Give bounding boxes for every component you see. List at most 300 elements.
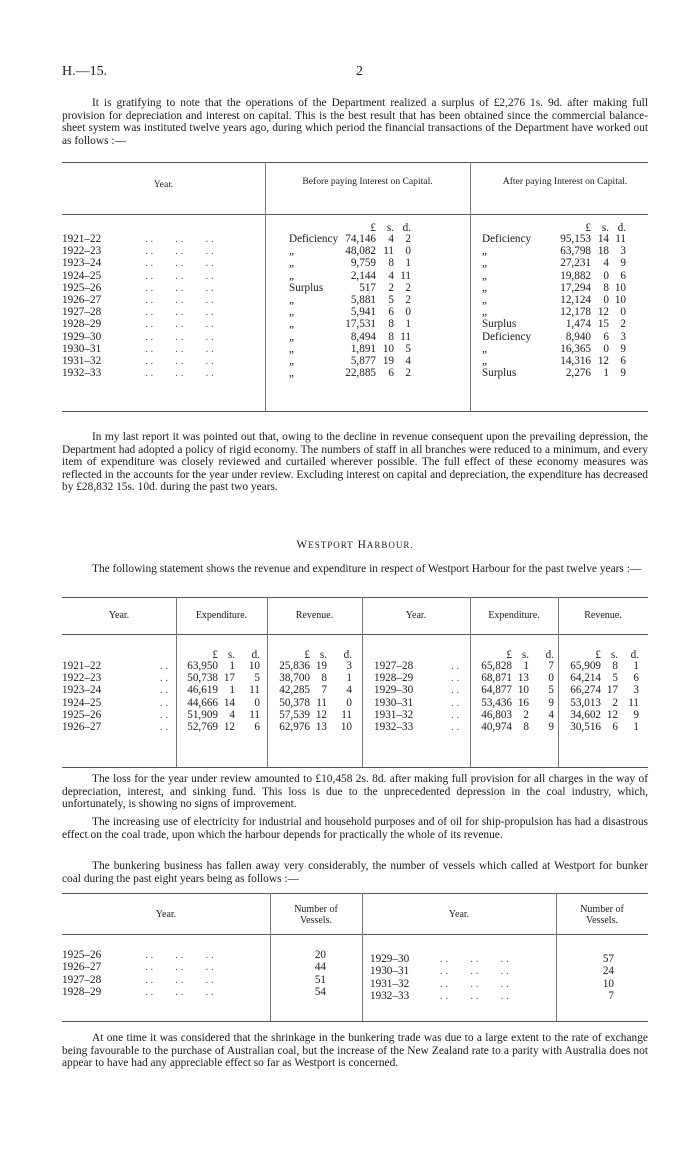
shillings-before: 2: [388, 281, 394, 294]
pounds-after: 8,940: [565, 330, 591, 343]
column-header-year: Year.: [448, 909, 470, 920]
expenditure-pence: 6: [254, 721, 260, 733]
shillings-after: 0: [603, 269, 609, 282]
revenue-shillings: 8: [321, 672, 327, 685]
revenue-pounds: 25,836: [279, 660, 310, 672]
expenditure-shillings: 12: [223, 721, 235, 733]
shillings-after: 0: [603, 342, 609, 355]
year-cell: 1925–26: [62, 708, 102, 721]
expenditure-shillings: 8: [523, 721, 529, 733]
shillings-after: 1: [603, 367, 609, 380]
pounds-before: 22,885: [345, 367, 376, 380]
pence-after: 9: [620, 342, 626, 355]
shillings-before: 8: [388, 330, 394, 343]
result-label-before: „: [289, 294, 294, 306]
pence-before: 11: [400, 269, 411, 282]
pounds-before: 9,759: [350, 257, 376, 270]
revenue-pence: 3: [346, 660, 352, 672]
expenditure-pounds: 64,877: [481, 684, 512, 697]
expenditure-pence: 9: [548, 721, 554, 733]
pence-before: 2: [405, 281, 411, 294]
pence-after: 0: [620, 306, 626, 319]
revenue-pence: 6: [633, 672, 639, 685]
result-label-before: „: [289, 355, 294, 367]
year-cell: 1932–33: [62, 367, 102, 380]
currency-unit: d.: [630, 649, 639, 661]
column-header-revenue: Revenue.: [295, 610, 334, 621]
currency-unit: s.: [227, 649, 235, 661]
table-rule: [62, 893, 648, 894]
result-label-after: „: [482, 269, 487, 282]
shillings-after: 15: [597, 318, 609, 331]
leader-dots: . . . . . .: [145, 269, 214, 282]
year-cell: 1930–31: [62, 342, 102, 355]
shillings-after: 8: [603, 281, 609, 294]
title-smallcaps: ESTPORT: [308, 540, 354, 550]
result-label-before: Surplus: [289, 281, 324, 294]
pounds-after: 1,474: [565, 318, 591, 331]
revenue-pence: 3: [633, 684, 639, 697]
leader-dots: . .: [451, 708, 460, 721]
revenue-pence: 1: [633, 721, 639, 733]
revenue-pence: 11: [628, 696, 639, 709]
pence-before: 11: [400, 330, 411, 343]
column-header-year: Year.: [155, 909, 177, 920]
expenditure-pounds: 52,769: [187, 721, 218, 733]
pounds-after: 19,882: [560, 269, 591, 282]
revenue-pounds: 64,214: [570, 672, 601, 685]
result-label-before: „: [289, 257, 294, 270]
revenue-shillings: 13: [315, 721, 327, 733]
revenue-shillings: 6: [612, 721, 618, 733]
expenditure-pence: 5: [254, 672, 260, 685]
revenue-pence: 11: [341, 708, 352, 721]
revenue-shillings: 11: [316, 696, 327, 709]
revenue-pounds: 53,013: [570, 696, 601, 709]
shillings-before: 4: [388, 233, 394, 245]
column-header-revenue: Revenue.: [584, 610, 622, 621]
pounds-before: 2,144: [350, 269, 376, 282]
leader-dots: . .: [160, 684, 169, 697]
revenue-shillings: 8: [612, 660, 618, 672]
revenue-pence: 1: [633, 660, 639, 672]
pounds-before: 5,941: [350, 306, 376, 319]
expenditure-pounds: 40,974: [481, 721, 512, 733]
table-rule: [62, 634, 648, 635]
leader-dots: . . . . . .: [145, 961, 214, 974]
result-label-after: Surplus: [482, 367, 517, 380]
currency-unit: s.: [610, 649, 618, 661]
result-label-after: „: [482, 355, 487, 367]
table-rule: [62, 162, 648, 163]
unit-pounds: £: [370, 222, 376, 234]
pence-before: 2: [405, 233, 411, 245]
leader-dots: . . . . . .: [145, 330, 214, 343]
expenditure-shillings: 4: [229, 708, 235, 721]
column-header-vessels: Number of Vessels.: [580, 904, 624, 926]
result-label-before: „: [289, 367, 294, 380]
shillings-before: 19: [382, 355, 394, 367]
leader-dots: . . . . . .: [440, 977, 509, 990]
pence-after: 6: [620, 355, 626, 367]
column-header-expenditure: Expenditure.: [488, 610, 540, 621]
year-cell: 1928–29: [62, 318, 102, 331]
currency-unit: d.: [545, 649, 554, 661]
pounds-after: 27,231: [560, 257, 591, 270]
vessel-count: 54: [314, 986, 326, 999]
column-divider: [470, 162, 471, 411]
expenditure-shillings: 2: [523, 708, 529, 721]
expenditure-pounds: 44,666: [187, 696, 218, 709]
result-label-before: „: [289, 245, 294, 258]
vessel-count: 20: [314, 949, 326, 961]
revenue-shillings: 7: [321, 684, 327, 697]
year-cell: 1921–22: [62, 660, 102, 672]
year-cell: 1922–23: [62, 672, 102, 685]
currency-unit: s.: [521, 649, 529, 661]
column-header-year: Year.: [153, 179, 174, 190]
pence-after: 10: [614, 281, 626, 294]
pounds-before: 74,146: [345, 233, 376, 245]
expenditure-pounds: 68,871: [481, 672, 512, 685]
pence-after: 10: [614, 294, 626, 306]
pounds-before: 517: [359, 281, 376, 294]
result-label-before: „: [289, 318, 294, 331]
pounds-after: 95,153: [560, 233, 591, 245]
pence-before: 1: [405, 257, 411, 270]
leader-dots: . . . . . .: [145, 233, 214, 245]
expenditure-pounds: 50,738: [187, 672, 218, 685]
pounds-after: 17,294: [560, 281, 591, 294]
year-cell: 1930–31: [374, 696, 414, 709]
revenue-shillings: 5: [612, 672, 618, 685]
year-cell: 1932–33: [370, 990, 410, 1003]
shillings-before: 6: [388, 367, 394, 380]
pounds-before: 48,082: [345, 245, 376, 258]
revenue-pounds: 66,274: [570, 684, 601, 697]
revenue-pence: 10: [340, 721, 352, 733]
column-header-before-interest: Before paying Interest on Capital.: [302, 176, 433, 187]
expenditure-shillings: 14: [223, 696, 235, 709]
currency-unit: £: [304, 649, 310, 661]
paragraph-economy: In my last report it was pointed out that, owing to the decline in revenue consequent upon the prevailing depression, the Department had adopted a policy of rigid economy. The numbers of staff in all branches were reduced to a minimum, and every item of expenditure was closely reviewed and curtailed wherever possible. The full effect of these economy measures was reflected in the accounts for the year under review. Excluding interest on capital and depreciation, the expenditure has decreased by £28,832 15s. 10d. during the past two years.: [62, 431, 648, 494]
expenditure-shillings: 10: [517, 684, 529, 697]
leader-dots: . .: [160, 660, 169, 672]
paragraph-loss: The loss for the year under review amounted to £10,458 2s. 8d. after making full provision for all charges in the way of depreciation, interest, and sinking fund. This loss is due to the unprecedented depression in the coal industry, which, unfortunately, is showing no signs of improvement.: [62, 773, 648, 811]
title-initial: H: [357, 539, 367, 551]
leader-dots: . . . . . .: [440, 990, 509, 1003]
pence-after: 9: [620, 367, 626, 380]
leader-dots: . .: [451, 721, 460, 733]
column-divider: [362, 597, 363, 767]
result-label-before: „: [289, 342, 294, 355]
pence-before: 2: [405, 367, 411, 380]
column-header-year: Year.: [108, 610, 130, 621]
pounds-after: 63,798: [560, 245, 591, 258]
pence-before: 5: [405, 342, 411, 355]
year-cell: 1926–27: [62, 961, 102, 974]
year-cell: 1929–30: [370, 953, 410, 965]
result-label-before: „: [289, 330, 294, 343]
revenue-pounds: 57,539: [279, 708, 310, 721]
year-cell: 1929–30: [62, 330, 102, 343]
table-rule: [62, 597, 648, 598]
leader-dots: . . . . . .: [145, 281, 214, 294]
year-cell: 1923–24: [62, 684, 102, 697]
result-label-after: „: [482, 294, 487, 306]
pounds-before: 8,494: [350, 330, 376, 343]
leader-dots: . .: [160, 708, 169, 721]
expenditure-pounds: 65,828: [481, 660, 512, 672]
pence-after: 11: [615, 233, 626, 245]
result-label-after: Deficiency: [482, 233, 532, 245]
leader-dots: . . . . . .: [145, 949, 214, 961]
revenue-pence: 1: [346, 672, 352, 685]
paragraph-bunkering: The bunkering business has fallen away very considerably, the number of vessels which called at Westport for bunker coal during the past eight years being as follows :—: [62, 860, 648, 885]
unit-pence: d.: [617, 222, 626, 234]
expenditure-pence: 0: [254, 696, 260, 709]
pounds-before: 5,881: [350, 294, 376, 306]
pence-before: 0: [405, 245, 411, 258]
leader-dots: . . . . . .: [145, 342, 214, 355]
revenue-pounds: 30,516: [570, 721, 601, 733]
shillings-before: 10: [382, 342, 394, 355]
revenue-pounds: 34,602: [570, 708, 601, 721]
vessel-count: 44: [314, 961, 326, 974]
vessel-count: 10: [602, 977, 614, 990]
expenditure-pence: 0: [548, 672, 554, 685]
currency-unit: d.: [343, 649, 352, 661]
revenue-shillings: 2: [612, 696, 618, 709]
year-cell: 1932–33: [374, 721, 414, 733]
unit-pounds: £: [585, 222, 591, 234]
year-cell: 1921–22: [62, 233, 102, 245]
year-cell: 1926–27: [62, 721, 102, 733]
year-cell: 1931–32: [374, 708, 414, 721]
table-rule: [62, 214, 648, 215]
result-label-before: Deficiency: [289, 233, 339, 245]
result-label-after: „: [482, 245, 487, 258]
vessel-count: 57: [602, 953, 614, 965]
year-cell: 1927–28: [374, 660, 414, 672]
unit-pence: d.: [402, 222, 411, 234]
pounds-after: 14,316: [560, 355, 591, 367]
table-rule: [62, 767, 648, 768]
leader-dots: . . . . . .: [145, 318, 214, 331]
year-cell: 1930–31: [370, 965, 410, 978]
year-cell: 1924–25: [62, 269, 102, 282]
column-divider: [556, 893, 557, 1021]
expenditure-pounds: 63,950: [187, 660, 218, 672]
title-initial: W: [296, 539, 309, 551]
expenditure-shillings: 17: [223, 672, 235, 685]
expenditure-pence: 4: [548, 708, 554, 721]
revenue-shillings: 12: [315, 708, 327, 721]
leader-dots: . . . . . .: [145, 257, 214, 270]
year-cell: 1924–25: [62, 696, 102, 709]
revenue-shillings: 17: [606, 684, 618, 697]
unit-shillings: s.: [386, 222, 394, 234]
shillings-after: 12: [597, 355, 609, 367]
leader-dots: . . . . . .: [145, 294, 214, 306]
leader-dots: . . . . . .: [145, 986, 214, 999]
year-cell: 1925–26: [62, 281, 102, 294]
shillings-before: 8: [388, 318, 394, 331]
leader-dots: . .: [451, 696, 460, 709]
table-rule: [62, 411, 648, 412]
result-label-after: „: [482, 257, 487, 270]
leader-dots: . . . . . .: [145, 245, 214, 258]
shillings-before: 5: [388, 294, 394, 306]
currency-unit: s.: [319, 649, 327, 661]
column-divider: [267, 597, 268, 767]
revenue-pence: 4: [346, 684, 352, 697]
expenditure-pence: 11: [249, 708, 260, 721]
pence-before: 4: [405, 355, 411, 367]
vessel-count: 7: [608, 990, 614, 1003]
column-divider: [558, 597, 559, 767]
leader-dots: . .: [451, 672, 460, 685]
expenditure-pence: 10: [248, 660, 260, 672]
pence-after: 3: [620, 330, 626, 343]
shillings-after: 14: [597, 233, 609, 245]
vessel-count: 24: [602, 965, 614, 978]
leader-dots: . . . . . .: [145, 367, 214, 380]
paragraph-electricity: The increasing use of electricity for industrial and household purposes and of oil for ship-propulsion has had a disastrous effect on the coal trade, upon which the harbour depends for practically the whole of its revenue.: [62, 816, 648, 841]
result-label-after: „: [482, 342, 487, 355]
leader-dots: . . . . . .: [145, 306, 214, 319]
year-cell: 1926–27: [62, 294, 102, 306]
revenue-shillings: 19: [315, 660, 327, 672]
revenue-pounds: 62,976: [279, 721, 310, 733]
shillings-before: 4: [388, 269, 394, 282]
column-header-expenditure: Expenditure.: [195, 610, 248, 621]
unit-shillings: s.: [601, 222, 609, 234]
result-label-after: Surplus: [482, 318, 517, 331]
pence-before: 0: [405, 306, 411, 319]
column-divider: [265, 162, 266, 411]
shillings-after: 12: [597, 306, 609, 319]
year-cell: 1927–28: [62, 973, 102, 986]
pence-after: 2: [620, 318, 626, 331]
shillings-after: 4: [603, 257, 609, 270]
expenditure-pence: 5: [548, 684, 554, 697]
currency-unit: £: [506, 649, 512, 661]
leader-dots: . .: [451, 684, 460, 697]
pounds-after: 2,276: [565, 367, 591, 380]
expenditure-pounds: 46,803: [481, 708, 512, 721]
revenue-pence: 0: [346, 696, 352, 709]
currency-unit: d.: [251, 649, 260, 661]
leader-dots: . . . . . .: [145, 355, 214, 367]
expenditure-shillings: 1: [229, 660, 235, 672]
pence-before: 1: [405, 318, 411, 331]
shillings-after: 6: [603, 330, 609, 343]
shillings-after: 18: [597, 245, 609, 258]
expenditure-shillings: 16: [517, 696, 529, 709]
year-cell: 1923–24: [62, 257, 102, 270]
pence-before: 2: [405, 294, 411, 306]
revenue-pounds: 65,909: [570, 660, 601, 672]
paragraph-exchange-rate: At one time it was considered that the shrinkage in the bunkering trade was due to a large extent to the rate of exchange being favourable to the purchase of Australian coal, but the increase of the New Zealand rate to a parity with Australia does not appear to have had any appreciable effect so far as Westport is concerned.: [62, 1032, 648, 1070]
year-cell: 1928–29: [374, 672, 414, 685]
expenditure-pounds: 46,619: [187, 684, 218, 697]
document-reference: H.—15.: [62, 64, 108, 79]
paragraph-harbour-statement: The following statement shows the revenue and expenditure in respect of Westport Harbour for the past twelve years :—: [92, 563, 642, 575]
column-header-after-interest: After paying Interest on Capital.: [502, 176, 628, 187]
expenditure-pence: 7: [548, 660, 554, 672]
leader-dots: . .: [160, 672, 169, 685]
revenue-pounds: 42,285: [279, 684, 310, 697]
pounds-before: 5,877: [350, 355, 376, 367]
column-divider: [176, 597, 177, 767]
column-header-year: Year.: [405, 610, 427, 621]
paragraph-surplus: It is gratifying to note that the operations of the Department realized a surplus of £2,276 1s. 9d. after making full provision for depreciation and interest on capital. This is the best result that has been obtained since the commercial balance-sheet system was instituted twelve years ago, during which period the financial transactions of the Department have worked out as follows :—: [62, 97, 648, 147]
currency-unit: £: [212, 649, 218, 661]
revenue-pounds: 38,700: [279, 672, 310, 685]
column-header-vessels: Number of Vessels.: [294, 904, 338, 926]
pounds-before: 17,531: [345, 318, 376, 331]
shillings-after: 0: [603, 294, 609, 306]
revenue-shillings: 12: [606, 708, 618, 721]
year-cell: 1931–32: [62, 355, 102, 367]
year-cell: 1922–23: [62, 245, 102, 258]
page-number: 2: [356, 64, 363, 79]
pounds-after: 12,178: [560, 306, 591, 319]
table-rule: [62, 1021, 648, 1022]
vessel-count: 51: [314, 973, 326, 986]
year-cell: 1925–26: [62, 949, 102, 961]
expenditure-shillings: 13: [517, 672, 529, 685]
revenue-pence: 9: [633, 708, 639, 721]
column-divider: [270, 893, 271, 1021]
pounds-before: 1,891: [350, 342, 376, 355]
pence-after: 9: [620, 257, 626, 270]
pounds-after: 16,365: [560, 342, 591, 355]
leader-dots: . . . . . .: [440, 953, 509, 965]
shillings-before: 11: [383, 245, 394, 258]
shillings-before: 8: [388, 257, 394, 270]
result-label-before: „: [289, 269, 294, 282]
leader-dots: . .: [160, 721, 169, 733]
result-label-after: „: [482, 306, 487, 319]
year-cell: 1928–29: [62, 986, 102, 999]
expenditure-pence: 11: [249, 684, 260, 697]
expenditure-shillings: 1: [229, 684, 235, 697]
leader-dots: . . . . . .: [145, 973, 214, 986]
leader-dots: . . . . . .: [440, 965, 509, 978]
pence-after: 3: [620, 245, 626, 258]
result-label-before: „: [289, 306, 294, 319]
expenditure-pounds: 51,909: [187, 708, 218, 721]
leader-dots: . .: [160, 696, 169, 709]
result-label-after: „: [482, 281, 487, 294]
year-cell: 1929–30: [374, 684, 414, 697]
expenditure-pounds: 53,436: [481, 696, 512, 709]
revenue-pounds: 50,378: [279, 696, 310, 709]
leader-dots: . .: [451, 660, 460, 672]
column-divider: [470, 597, 471, 767]
shillings-before: 6: [388, 306, 394, 319]
year-cell: 1931–32: [370, 977, 410, 990]
section-title-westport-harbour: [62, 539, 648, 551]
table-rule: [62, 934, 648, 935]
currency-unit: £: [595, 649, 601, 661]
pence-after: 6: [620, 269, 626, 282]
expenditure-shillings: 1: [523, 660, 529, 672]
pounds-after: 12,124: [560, 294, 591, 306]
year-cell: 1927–28: [62, 306, 102, 319]
